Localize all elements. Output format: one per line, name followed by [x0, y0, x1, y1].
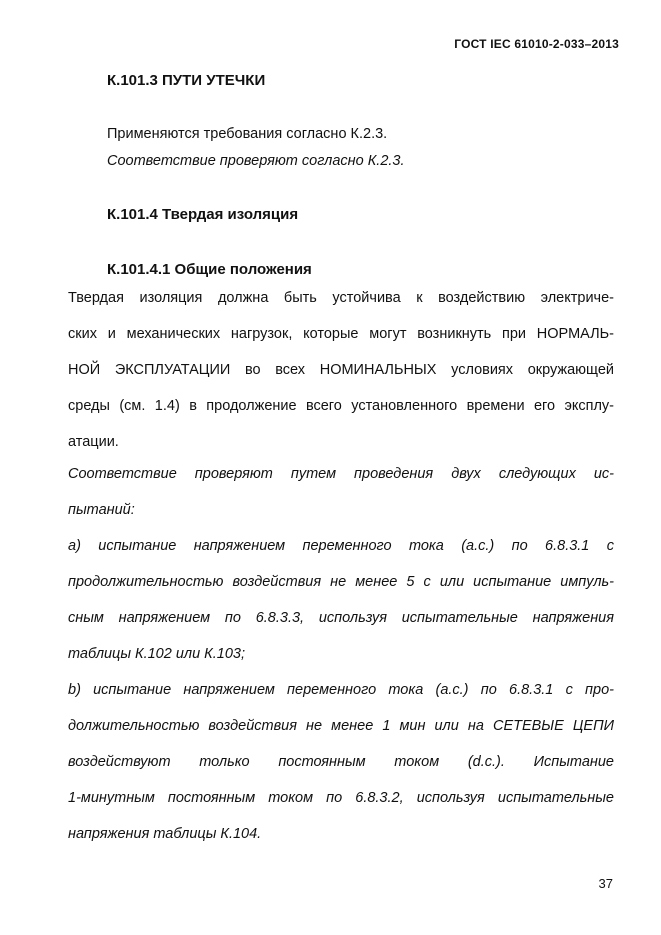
- paragraph-line: должительностью воздействия не менее 1 мин или на СЕТЕВЫЕ ЦЕПИ: [68, 718, 614, 734]
- paragraph-line: Соответствие проверяют путем проведения двух следующих ис-: [68, 466, 614, 482]
- paragraph-line: продолжительностью воздействия не менее 5 с или испытание импуль-: [68, 574, 614, 590]
- paragraph-line: атации.: [68, 434, 119, 450]
- paragraph-line: напряжения таблицы К.104.: [68, 826, 262, 842]
- page-number: 37: [598, 876, 613, 891]
- section-title-k101-4: К.101.4 Твердая изоляция: [107, 206, 299, 223]
- paragraph-line: таблицы К.102 или К.103;: [68, 646, 245, 662]
- paragraph-line: пытаний:: [68, 502, 135, 518]
- paragraph-line: воздействуют только постоянным током (d.c.). Испытание: [68, 754, 614, 770]
- paragraph-test-a: [68, 528, 614, 672]
- paragraph-test-b: [68, 672, 614, 852]
- paragraph-compliance: [68, 456, 614, 528]
- section-title-k101-3: К.101.3 ПУТИ УТЕЧКИ: [107, 72, 266, 89]
- paragraph-line: Твердая изоляция должна быть устойчива к воздействию электриче-: [68, 290, 614, 306]
- paragraph-line: НОЙ ЭКСПЛУАТАЦИИ во всех НОМИНАЛЬНЫХ условиях окружающей: [68, 362, 614, 378]
- k101-3-requirement-text: Применяются требования согласно К.2.3.: [107, 126, 388, 142]
- paragraph-line: среды (см. 1.4) в продолжение всего установленного времени его эксплу-: [68, 398, 614, 414]
- section-title-k101-4-1: К.101.4.1 Общие положения: [107, 261, 312, 278]
- paragraph-line: сным напряжением по 6.8.3.3, используя испытательные напряжения: [68, 610, 614, 626]
- paragraph-line: а) испытание напряжением переменного тока (а.с.) по 6.8.3.1 с: [68, 538, 614, 554]
- paragraph-line: 1-минутным постоянным током по 6.8.3.2, используя испытательные: [68, 790, 614, 806]
- paragraph-line: ских и механических нагрузок, которые могут возникнуть при НОРМАЛЬ-: [68, 326, 614, 342]
- paragraph-solid-insulation: [68, 280, 614, 460]
- k101-3-compliance-text: Соответствие проверяют согласно К.2.3.: [107, 153, 405, 169]
- document-header: ГОСТ IEC 61010-2-033–2013: [454, 37, 619, 51]
- paragraph-line: b) испытание напряжением переменного тока (а.с.) по 6.8.3.1 с про-: [68, 682, 614, 698]
